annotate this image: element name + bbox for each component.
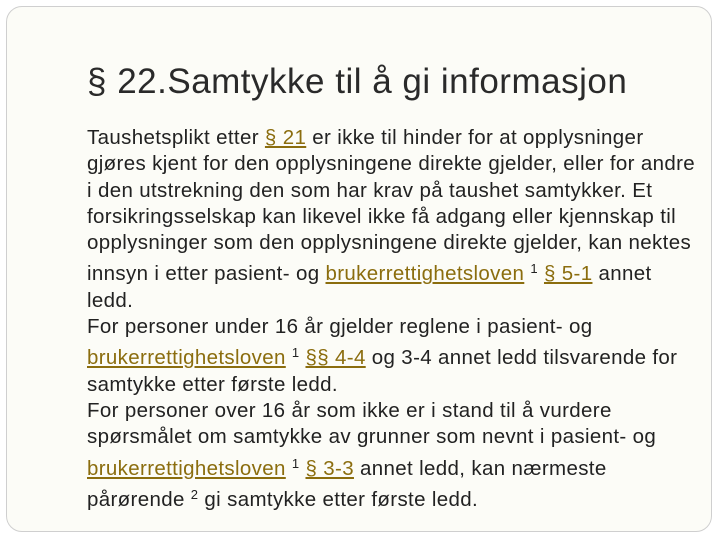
paragraph-1 [87,125,697,314]
p3-text-1: For personer over 16 år som ikke er i stand til å vurdere spørsmålet om samtykke av grunner som nevnt i pasient- og [87,398,657,449]
footnote-marker: 1 [530,261,538,277]
slide-body [87,125,697,513]
paragraph-2 [87,314,697,398]
p1-text-1: Taushetsplikt etter [87,126,265,149]
slide [6,6,712,532]
link-section-4-4[interactable]: §§ 4-4 [305,346,366,370]
p3-text-2: annet ledd, kan nærmeste pårørende [87,456,607,511]
paragraph-3 [87,398,697,513]
slide-title: § 22.Samtykke til å gi informasjon [87,62,628,101]
p2-text-2: og 3-4 annet ledd tilsvarende for samtykke etter første ledd. [87,346,678,396]
footnote-marker: 2 [190,486,199,502]
link-section-3-3[interactable]: § 3-3 [305,456,354,480]
link-brukerrettighetsloven[interactable]: brukerrettighetsloven [87,346,286,370]
link-brukerrettighetsloven[interactable]: brukerrettighetsloven [87,456,286,480]
footnote-marker: 1 [291,345,300,361]
p1-text-3: annet ledd. [87,262,652,312]
link-section-5-1[interactable]: § 5-1 [543,262,593,286]
p3-text-3: gi samtykke etter første ledd. [198,487,479,511]
p1-text-2: er ikke til hinder for at opplysninger gjøres kjent for den opplysningene direkte gjelder, eller for andre i den utstrekning den som har krav på taushet samtykker. Et forsikringsselskap kan likevel ikke få adgang eller kjennskap til opplysninger som den opplysningene direkte gjelder, kan nektes innsyn i etter pasient- og [87,126,696,286]
footnote-marker: 1 [291,455,300,471]
link-brukerrettighetsloven[interactable]: brukerrettighetsloven [325,262,525,286]
link-section-21[interactable]: § 21 [264,126,307,149]
p2-text-1: For personer under 16 år gjelder reglene i pasient- og [87,315,593,339]
